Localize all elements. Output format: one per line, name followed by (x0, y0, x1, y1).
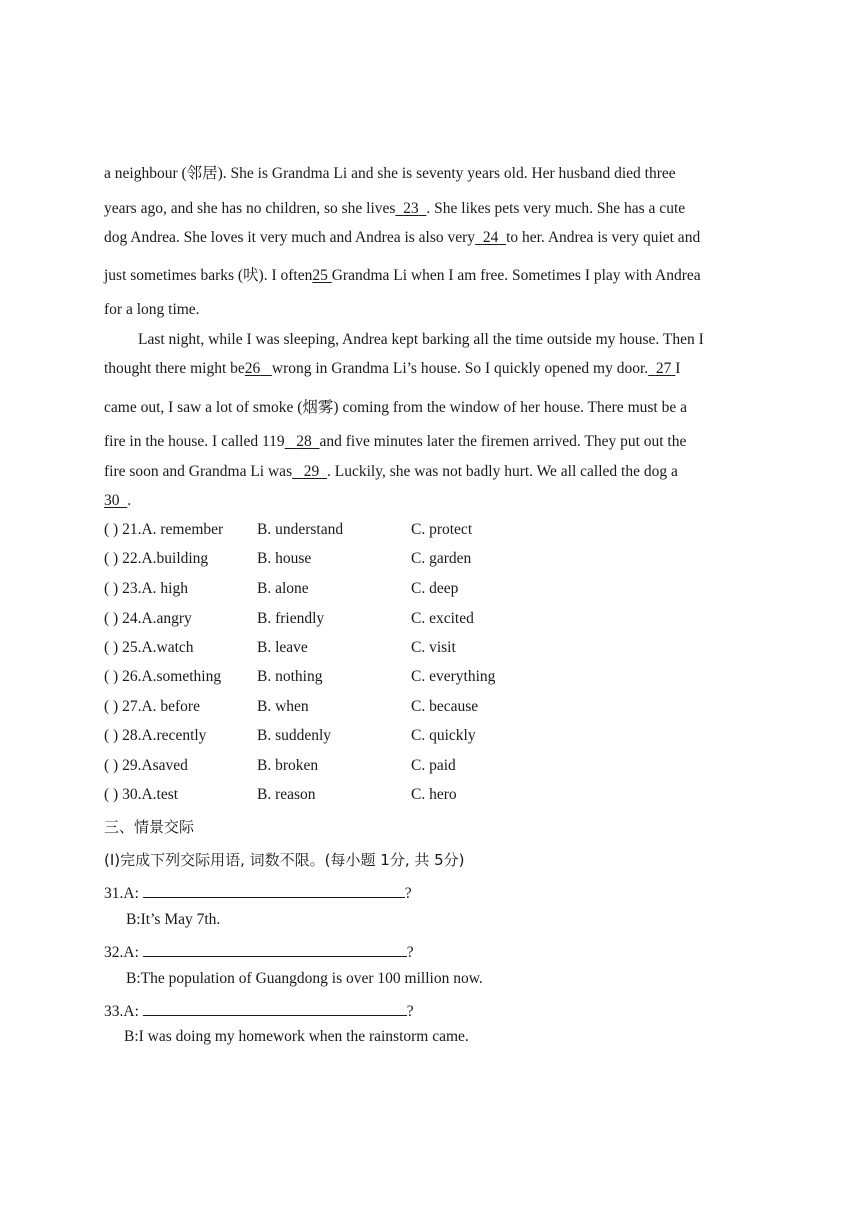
option-c-26[interactable]: C. everything (411, 668, 496, 685)
passage-line-7: thought there might be26 wrong in Grandma Li’s house. So I quickly opened my door. 27 I (104, 360, 681, 377)
section-instruction: (I)完成下列交际用语, 词数不限。(每小题 1分, 共 5分) (104, 851, 465, 869)
option-c-25[interactable]: C. visit (411, 639, 456, 656)
option-b-29[interactable]: B. broken (257, 757, 319, 774)
passage-line-9: fire in the house. I called 119 28 and five minutes later the firemen arrived. They put out the (104, 433, 687, 450)
option-a-23[interactable]: ( ) 23.A. high (104, 580, 188, 597)
answer-field-31[interactable] (143, 881, 405, 898)
option-c-24[interactable]: C. excited (411, 610, 474, 627)
option-a-22[interactable]: ( ) 22.A.building (104, 550, 209, 567)
question-33: 33.A: ? (104, 999, 414, 1021)
blank-24[interactable]: 24 (482, 229, 499, 246)
option-b-26[interactable]: B. nothing (257, 668, 323, 685)
option-a-21[interactable]: ( ) 21.A. remember (104, 521, 224, 538)
option-a-24[interactable]: ( ) 24.A.angry (104, 610, 192, 627)
blank-30[interactable]: 30 (104, 492, 120, 509)
option-a-28[interactable]: ( ) 28.A.recently (104, 727, 207, 744)
option-a-29[interactable]: ( ) 29.Asaved (104, 757, 188, 774)
passage-line-3: dog Andrea. She loves it very much and Andrea is also very 24 to her. Andrea is very quiet and (104, 229, 701, 246)
option-b-30[interactable]: B. reason (257, 786, 316, 803)
response-32: B:The population of Guangdong is over 100 million now. (126, 970, 483, 987)
answer-field-33[interactable] (143, 999, 407, 1016)
option-b-23[interactable]: B. alone (257, 580, 309, 597)
option-b-21[interactable]: B. understand (257, 521, 344, 538)
question-32: 32.A: ? (104, 940, 414, 962)
section-title: 三、情景交际 (104, 818, 195, 836)
passage-line-6: Last night, while I was sleeping, Andrea kept barking all the time outside my house. Then I (138, 331, 704, 348)
passage-line-4: just sometimes barks (吠). I often25 Grandma Li when I am free. Sometimes I play with Andrea (104, 267, 701, 284)
option-c-23[interactable]: C. deep (411, 580, 459, 597)
option-a-27[interactable]: ( ) 27.A. before (104, 698, 200, 715)
option-b-28[interactable]: B. suddenly (257, 727, 332, 744)
blank-26[interactable]: 26 (244, 360, 261, 377)
option-a-25[interactable]: ( ) 25.A.watch (104, 639, 194, 656)
passage-line-2: years ago, and she has no children, so she lives 23 . She likes pets very much. She has a cute (104, 200, 686, 217)
passage-line-5: for a long time. (104, 301, 200, 318)
answer-field-32[interactable] (143, 940, 407, 957)
question-31: 31.A: ? (104, 881, 412, 903)
option-b-25[interactable]: B. leave (257, 639, 308, 656)
option-c-21[interactable]: C. protect (411, 521, 473, 538)
option-c-27[interactable]: C. because (411, 698, 479, 715)
option-c-30[interactable]: C. hero (411, 786, 457, 803)
passage-line-1: a neighbour (邻居). She is Grandma Li and she is seventy years old. Her husband died three (104, 165, 676, 182)
option-c-29[interactable]: C. paid (411, 757, 456, 774)
option-a-26[interactable]: ( ) 26.A.something (104, 668, 222, 685)
passage-line-11: 30 . (104, 492, 132, 509)
passage-line-10: fire soon and Grandma Li was 29 . Luckily, she was not badly hurt. We all called the dog a (104, 463, 678, 480)
option-a-30[interactable]: ( ) 30.A.test (104, 786, 179, 803)
blank-23[interactable]: 23 (403, 200, 419, 217)
response-33: B:I was doing my homework when the rainstorm came. (124, 1028, 469, 1045)
option-b-24[interactable]: B. friendly (257, 610, 325, 627)
option-c-22[interactable]: C. garden (411, 550, 472, 567)
blank-29[interactable]: 29 (303, 463, 320, 480)
blank-25[interactable]: 25 (312, 267, 328, 284)
option-c-28[interactable]: C. quickly (411, 727, 476, 744)
response-31: B:It’s May 7th. (126, 911, 221, 928)
option-b-27[interactable]: B. when (257, 698, 309, 715)
blank-27[interactable]: 27 (655, 360, 672, 377)
option-b-22[interactable]: B. house (257, 550, 312, 567)
blank-28[interactable]: 28 (296, 433, 312, 450)
passage-line-8: came out, I saw a lot of smoke (烟雾) coming from the window of her house. There must be a (104, 399, 687, 416)
